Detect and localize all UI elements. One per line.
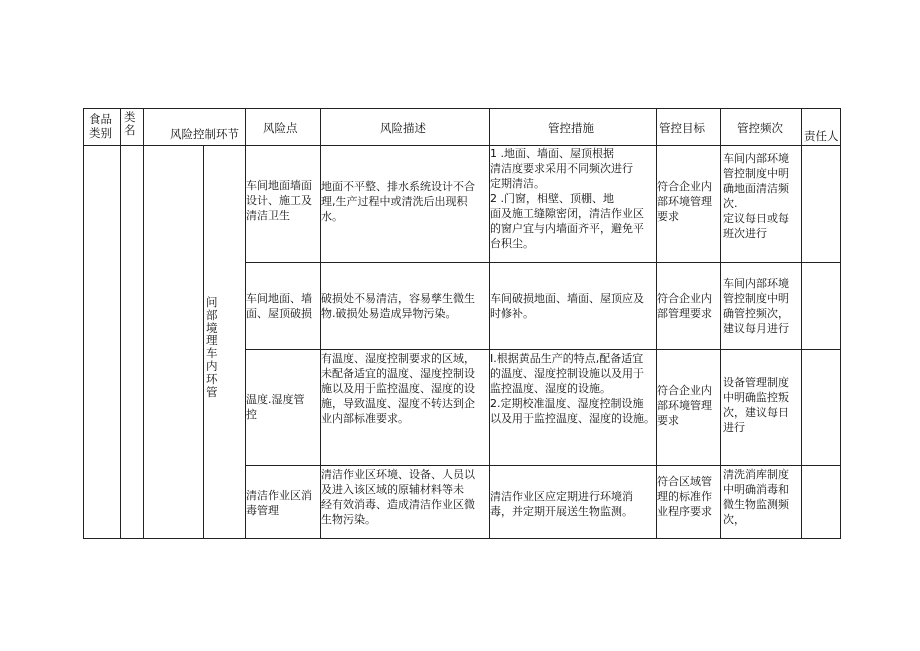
row4-measures: 清洁作业区应定期进行环境消 毒，并定期开展送生物监测。 [490,490,633,518]
row3-target: 符合企业内 部环境管理 要求 [657,384,712,427]
row2-risk-point: 车间地面、墙 面、屋顶破损 [246,292,312,320]
table-border-left [83,108,84,539]
row-divider-1 [245,262,841,263]
header-control-frequency: 管控频次 [737,121,783,135]
row4-frequency: 清洗消库制度 中明确消毒和 微生物监测频 次， [723,468,789,526]
row3-measures: I.根据黄品生产的特点,配备适宜 的温度、湿度控制设施以及用于 监控温度、湿度的设施。 2.定期校准温度、湿度控制设施 以及用于监控温度、湿度的设施。 [490,352,655,425]
row3-description: 有温度、湿度控制要求的区域， 未配备适宜的温度、湿度控制设 施以及用于监控温度、湿度的设 施，导致温度、湿度不转达到企 业内部标准要求。 [321,352,475,425]
row2-frequency: 车间内部环境 管控制度中明 确管控频次， 建议每月进行 [723,277,789,335]
row-divider-3 [245,465,841,466]
row4-description: 清洁作业区环境、设备、人员以 及进入该区域的原辅材料等未 经有效消毒、造成清洁作业区微 生物污染。 [321,468,475,526]
row4-risk-point: 清洁作业区消 毒管理 [246,489,312,517]
row1-description: 地面不平整、排水系统设计不合 理,生产过程中或清洗后出现积 水。 [321,180,475,223]
col-divider-1 [120,108,121,539]
table-border-bottom [83,538,841,539]
header-divider [83,145,841,146]
col-divider-8 [801,108,802,539]
col-divider-3 [245,108,246,539]
table-border-top [83,108,841,109]
row1-measures: 1 .地面、墙面、屋顶根据 清洁度要求采用不同频次进行 定期清洁。 2 .门窗，相壁、顶棚、地 面及施工缝隙密闭，清洁作业区 的窗户宜与内墙面齐平，避免平 台积尘。 [490,147,644,250]
row1-risk-point: 车间地面墙面 设计、施工及 清洁卫生 [246,179,312,222]
row1-frequency: 车间内部环境 管控制度中明 确地面清洁频 次. 定议每日或每 班次进行 [723,152,789,240]
row2-measures: 车间破损地面、墙面、屋顶应及 时修补。 [490,292,644,320]
table-border-right [840,108,841,539]
col-divider-2 [143,108,144,539]
row3-frequency: 设备管理制度 中明确监控叛 次，建议每日 进行 [723,376,789,434]
header-control-measures: 管控措施 [548,121,594,135]
row2-description: 破损处不易清洁，容易孳生微生 物.破损处易造成异物污染。 [321,292,475,320]
row-divider-2 [245,349,841,350]
row1-target: 符合企业内 部环境管理 要求 [657,180,712,223]
header-control-target: 管控目标 [659,121,705,135]
col-divider-2b [203,145,204,539]
header-risk-control-stage: 风险控制环节 [170,127,239,141]
row2-target: 符合企业内 部管理要求 [657,292,712,320]
row4-target: 符合区域管 理的标准作 业程序要求 [657,475,712,518]
header-food-category: 食品 类别 [89,112,112,140]
header-risk-description: 风险描述 [380,121,426,135]
row3-risk-point: 温度.湿度管 控 [246,393,305,421]
header-risk-point: 风险点 [263,121,298,135]
header-class-name: 类名 [124,110,136,137]
section-label-workshop-environment: 问部境理车内环管 [206,295,218,399]
header-responsible-person: 责任人 [804,129,839,143]
